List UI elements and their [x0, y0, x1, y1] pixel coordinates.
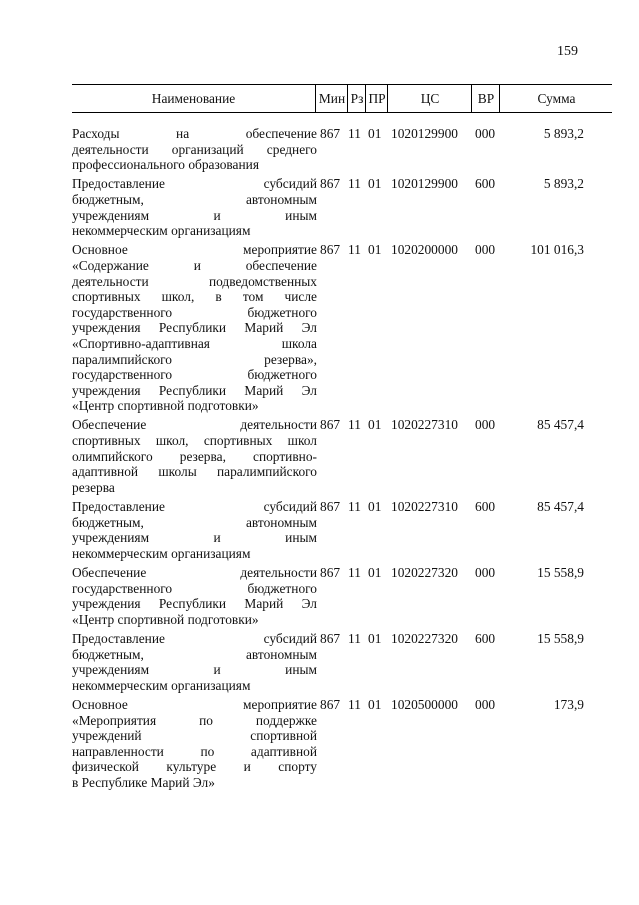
row-name-line: учреждениям и иным [72, 662, 317, 678]
row-name-line: «Мероприятия по поддержке [72, 712, 317, 728]
row-cs: 1020227310 [391, 417, 458, 433]
row-name-line: некоммерческим организациям [72, 677, 251, 693]
row-rz: 11 [348, 417, 361, 433]
row-sum: 101 016,3 [530, 242, 584, 258]
header-name: Наименование [151, 91, 236, 106]
row-name-line: некоммерческим организациям [72, 223, 251, 239]
row-rz: 11 [348, 630, 361, 646]
row-min: 867 [320, 126, 341, 141]
row-vr: 000 [475, 696, 496, 712]
row-name-line: физической культуре и спорту [72, 759, 317, 775]
row-pr: 01 [368, 696, 382, 712]
row-vr: 000 [475, 242, 496, 258]
row-vr: 600 [475, 630, 496, 646]
row-name [72, 242, 317, 414]
header-pr: ПР [365, 85, 388, 112]
table-row [72, 242, 612, 414]
row-name-line: адаптивной школы паралимпийского [72, 464, 317, 480]
row-name [72, 417, 317, 495]
row-cs: 1020227320 [391, 565, 458, 580]
row-vr: 000 [475, 417, 496, 433]
table-row [72, 126, 612, 173]
row-rz: 11 [348, 565, 361, 580]
row-name-line: бюджетным, автономным [72, 646, 317, 662]
row-name-line: Расходы на обеспечение [72, 126, 317, 141]
row-cs: 1020500000 [391, 696, 458, 712]
row-name-line: Предоставление субсидий [72, 499, 317, 515]
row-sum: 173,9 [553, 696, 584, 712]
row-name [72, 499, 317, 561]
header-sum: Сумма [499, 85, 613, 112]
table-row [72, 417, 612, 495]
row-name-line: государственного бюджетного [72, 367, 317, 383]
row-name-line: учреждениям и иным [72, 530, 317, 546]
row-cs: 1020227310 [391, 499, 458, 515]
row-name [72, 697, 317, 791]
row-name-line: «Центр спортивной подготовки» [72, 398, 259, 414]
row-vr: 000 [475, 126, 496, 141]
row-pr: 01 [368, 176, 382, 192]
row-cs: 1020227320 [391, 630, 458, 646]
row-min: 867 [320, 417, 341, 433]
row-name-line: Обеспечение деятельности [72, 417, 317, 433]
row-rz: 11 [348, 499, 361, 515]
row-sum: 5 893,2 [543, 176, 584, 192]
table-row [72, 565, 612, 627]
row-name-line: спортивных школ, спортивных школ [72, 433, 317, 449]
row-cs: 1020129900 [391, 176, 458, 192]
row-pr: 01 [368, 242, 382, 258]
row-name-line: резерва [72, 479, 115, 495]
row-name-line: в Республике Марий Эл» [72, 774, 215, 790]
row-name-line: Предоставление субсидий [72, 176, 317, 192]
row-name-line: бюджетным, автономным [72, 514, 317, 530]
table-row [72, 631, 612, 693]
row-name-line: учреждения Республики Марий Эл [72, 320, 317, 336]
row-name-line: учреждений спортивной [72, 728, 317, 744]
row-min: 867 [320, 630, 341, 646]
row-name-line: направленности по адаптивной [72, 743, 317, 759]
row-name-line: Основное мероприятие [72, 242, 317, 258]
row-name-line: олимпийского резерва, спортивно- [72, 448, 317, 464]
row-sum: 5 893,2 [543, 126, 584, 141]
row-name-line: «Содержание и обеспечение [72, 257, 317, 273]
header-min: Мин [315, 85, 348, 112]
row-rz: 11 [348, 242, 361, 258]
row-name-line: учреждения Республики Марий Эл [72, 596, 317, 612]
row-vr: 600 [475, 499, 496, 515]
row-min: 867 [320, 242, 341, 258]
row-rz: 11 [348, 696, 361, 712]
row-name-line: деятельности подведомственных [72, 273, 317, 289]
table-row [72, 697, 612, 791]
row-min: 867 [320, 696, 341, 712]
row-pr: 01 [368, 565, 382, 580]
header-rz: Рз [347, 85, 366, 112]
row-name-line: «Спортивно-адаптивная школа [72, 335, 317, 351]
row-name-line: учреждениям и иным [72, 207, 317, 223]
row-name-line: «Центр спортивной подготовки» [72, 611, 259, 627]
row-name-line: Предоставление субсидий [72, 630, 317, 646]
row-rz: 11 [348, 176, 361, 192]
row-vr: 600 [475, 176, 496, 192]
row-name-line: государственного бюджетного [72, 580, 317, 596]
row-cs: 1020129900 [391, 126, 458, 141]
row-name-line: бюджетным, автономным [72, 191, 317, 207]
row-name-line: учреждения Республики Марий Эл [72, 382, 317, 398]
row-name-line: Обеспечение деятельности [72, 565, 317, 580]
table-header [72, 84, 612, 113]
row-name-line: паралимпийского резерва», [72, 351, 317, 367]
row-sum: 85 457,4 [537, 499, 584, 515]
row-min: 867 [320, 176, 341, 192]
row-name-line: спортивных школ, в том числе [72, 289, 317, 305]
table-body [72, 126, 612, 791]
row-sum: 15 558,9 [537, 565, 584, 580]
row-name [72, 126, 317, 173]
row-name-line: профессионального образования [72, 157, 259, 173]
row-name-line: некоммерческим организациям [72, 545, 251, 561]
row-name [72, 176, 317, 238]
row-min: 867 [320, 499, 341, 515]
row-name-line: деятельности организаций среднего [72, 141, 317, 157]
row-pr: 01 [368, 417, 382, 433]
page-number: 159 [557, 44, 578, 59]
row-rz: 11 [348, 126, 361, 141]
row-vr: 000 [475, 565, 496, 580]
header-vr: ВР [471, 85, 500, 112]
header-cs: ЦС [387, 85, 472, 112]
row-name-line: Основное мероприятие [72, 696, 317, 712]
row-min: 867 [320, 565, 341, 580]
row-pr: 01 [368, 126, 382, 141]
row-sum: 15 558,9 [537, 630, 584, 646]
table-row [72, 176, 612, 238]
row-cs: 1020200000 [391, 242, 458, 258]
row-name-line: государственного бюджетного [72, 304, 317, 320]
table-row [72, 499, 612, 561]
row-sum: 85 457,4 [537, 417, 584, 433]
row-pr: 01 [368, 630, 382, 646]
row-name [72, 565, 317, 627]
row-pr: 01 [368, 499, 382, 515]
row-name [72, 631, 317, 693]
